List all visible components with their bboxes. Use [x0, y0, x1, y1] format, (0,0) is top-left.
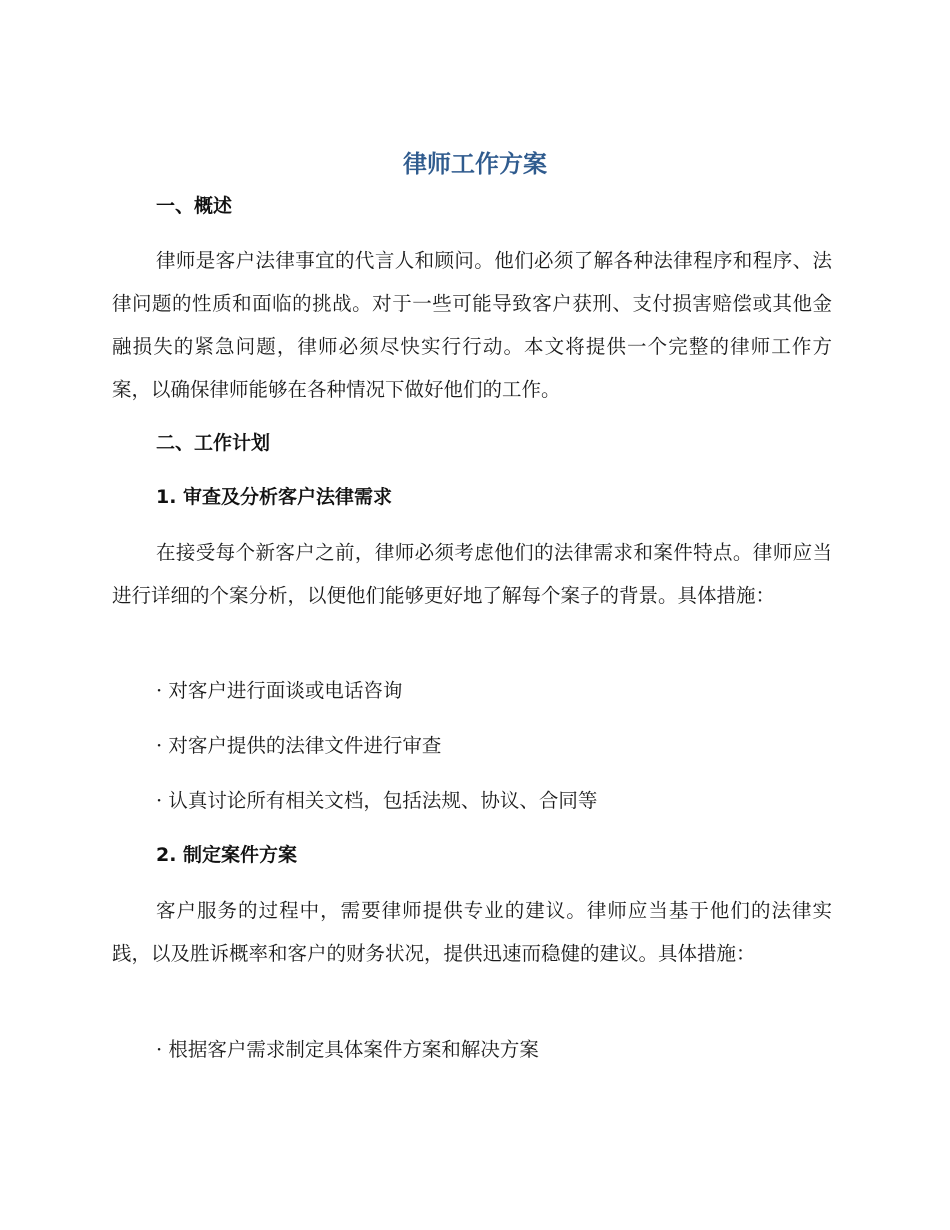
case-plan-paragraph: 客户服务的过程中，需要律师提供专业的建议。律师应当基于他们的法律实践，以及胜诉概率和客户的财务状况，提供迅速而稳健的建议。具体措施：: [112, 899, 832, 965]
subsection-heading-case-plan: 2. 制定案件方案: [156, 844, 298, 866]
list-item: · 对客户进行面谈或电话咨询: [156, 679, 403, 702]
document-title: 律师工作方案: [403, 150, 547, 178]
list-item: · 认真讨论所有相关文档，包括法规、协议、合同等: [156, 789, 598, 812]
review-paragraph: 在接受每个新客户之前，律师必须考虑他们的法律需求和案件特点。律师应当进行详细的个案分析，以便他们能够更好地了解每个案子的背景。具体措施：: [112, 541, 832, 607]
section-heading-work-plan: 二、工作计划: [156, 432, 271, 454]
overview-paragraph: 律师是客户法律事宜的代言人和顾问。他们必须了解各种法律程序和程序、法律问题的性质和面临的挑战。对于一些可能导致客户获刑、支付损害赔偿或其他金融损失的紧急问题，律师必须尽快实行行动。本文将提供一个完整的律师工作方案，以确保律师能够在各种情况下做好他们的工作。: [112, 249, 832, 401]
list-item: · 根据客户需求制定具体案件方案和解决方案: [156, 1038, 539, 1061]
subsection-heading-review: 1. 审查及分析客户法律需求: [156, 486, 393, 508]
list-item: · 对客户提供的法律文件进行审查: [156, 734, 442, 757]
section-heading-overview: 一、概述: [156, 195, 233, 217]
